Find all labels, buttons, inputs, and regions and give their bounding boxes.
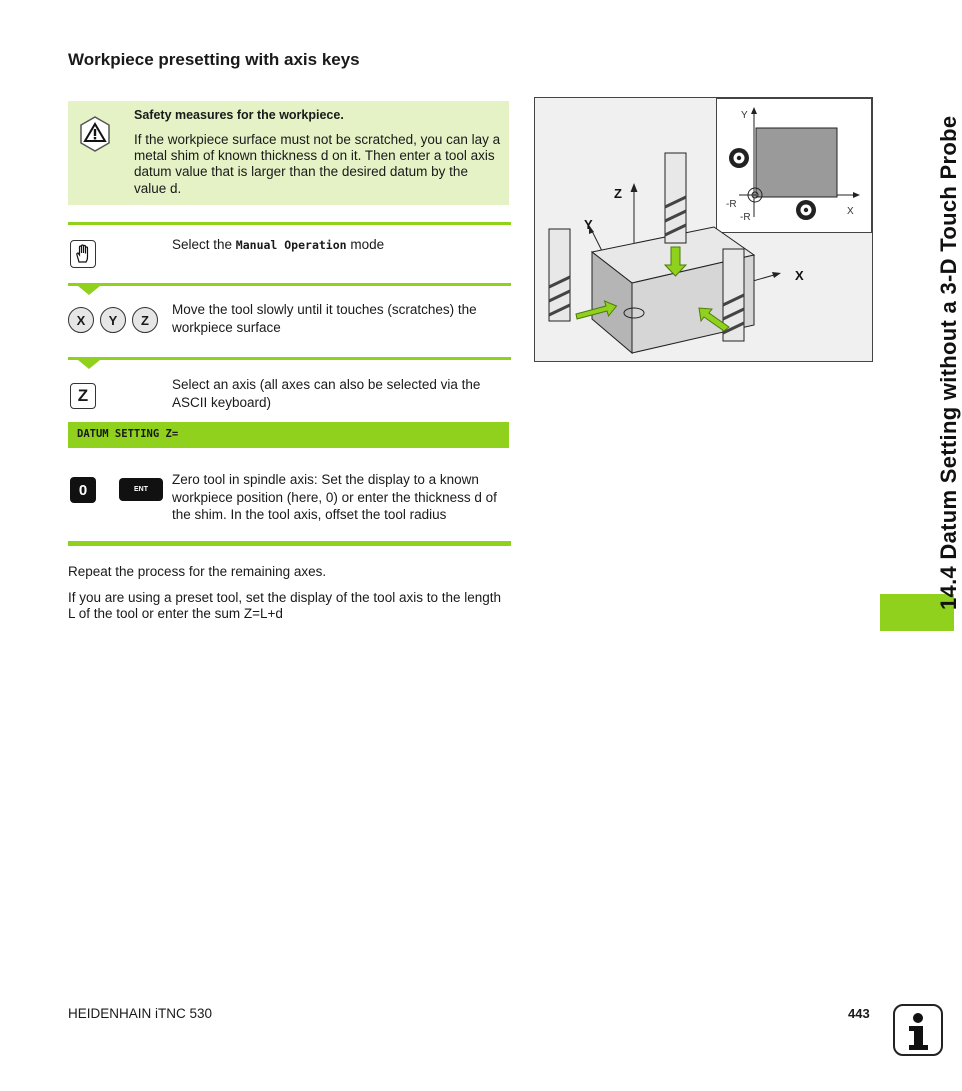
warning-icon [78, 115, 112, 153]
footer-product: HEIDENHAIN iTNC 530 [68, 1006, 213, 1021]
separator [68, 222, 511, 225]
safety-title: Safety measures for the workpiece. [134, 108, 344, 122]
dialog-prompt: DATUM SETTING Z= [77, 428, 179, 440]
ent-key[interactable]: ENT [119, 478, 163, 501]
inset-x-label: X [847, 206, 854, 217]
separator [68, 283, 511, 286]
end-mill-icon [549, 229, 570, 321]
milling-cutter-icon [796, 200, 816, 220]
info-icon[interactable] [893, 1004, 943, 1056]
axis-y-label: Y [584, 217, 593, 232]
x-axis-key[interactable]: X [68, 307, 94, 333]
inset-y-label: Y [741, 110, 748, 121]
safety-text: If the workpiece surface must not be scratched, you can lay a metal shim of known thickness d on it. Then enter a tool axis datum value that is larger than the desired datum by the value d. [134, 132, 501, 196]
step-3-text: Select an axis (all axes can also be selected via the ASCII keyboard) [172, 377, 481, 410]
paragraph-1: Repeat the process for the remaining axes. [68, 564, 327, 579]
step-2-text: Move the tool slowly until it touches (scratches) the workpiece surface [172, 302, 477, 335]
page-number: 443 [848, 1006, 870, 1021]
step-arrow [78, 360, 100, 369]
step-4-text: Zero tool in spindle axis: Set the display to a known workpiece position (here, 0) or enter the thickness d of the shim. In the tool axis, offset the tool radius [172, 472, 497, 522]
axis-z-label: Z [614, 186, 622, 201]
paragraph-2: If you are using a preset tool, set the display of the tool axis to the length L of the tool or enter the sum Z=L+d [68, 590, 502, 621]
z-key[interactable]: Z [70, 383, 96, 409]
inset-minus-r-label: -R [726, 199, 737, 210]
dialog-prompt-bar [68, 422, 509, 448]
milling-cutter-icon [729, 148, 749, 168]
info-glyph [895, 1006, 941, 1054]
end-mill-icon [665, 153, 686, 243]
step-1-prefix: Select the [172, 237, 236, 252]
chapter-title: 14.4 Datum Setting without a 3-D Touch Probe [936, 115, 961, 610]
manual-operation-key[interactable] [70, 240, 96, 268]
separator [68, 541, 511, 546]
section-title: Workpiece presetting with axis keys [68, 50, 360, 69]
inset-minus-r-label: -R [740, 212, 751, 223]
step-1-text [172, 236, 508, 255]
hand-icon [74, 244, 92, 264]
step-arrow [78, 286, 100, 295]
step-1-code: Manual Operation [235, 238, 347, 252]
presetting-illustration [534, 97, 873, 362]
step-1-suffix: mode [346, 237, 385, 252]
zero-key[interactable]: 0 [70, 477, 96, 503]
safety-notice [68, 101, 509, 205]
axis-x-label: X [795, 268, 804, 283]
z-axis-key[interactable]: Z [132, 307, 158, 333]
y-axis-key[interactable]: Y [100, 307, 126, 333]
separator [68, 357, 511, 360]
